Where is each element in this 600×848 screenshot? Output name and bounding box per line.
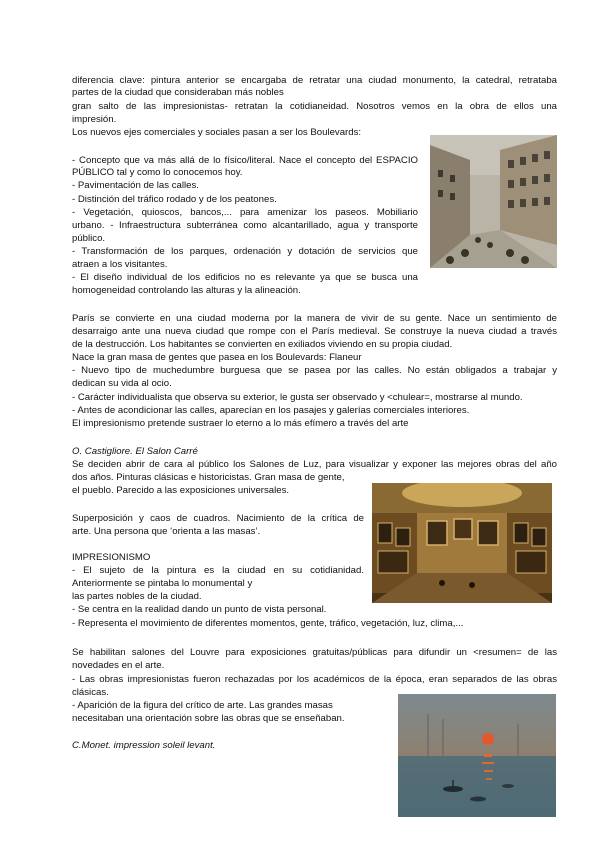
text-line: Nace la gran masa de gentes que pasea en los Boulevards: Flaneur <box>72 352 362 363</box>
text-line: Superposición y caos de cuadros. Nacimiento de la crítica de <box>72 513 364 524</box>
text-line: público. <box>72 233 106 244</box>
text-line: Se habilitan salones del Louvre para exposiciones gratuitas/públicas para difundir un <resumen= de las <box>72 647 557 658</box>
text-line: - Transformación de los parques, ordenación y dotación de servicios que <box>72 246 418 257</box>
painting-salon-carre-image <box>372 483 552 603</box>
text-line: de la destrucción. Los habitantes se convierten en exiliados viviendo en su propia ciudad. <box>72 339 453 350</box>
text-line: El impresionismo pretende sustraer lo eterno a lo más efímero a través del arte <box>72 418 409 429</box>
text-line: - Se centra en la realidad dando un punto de vista personal. <box>72 604 327 615</box>
text-line: novedades en el arte. <box>72 660 165 671</box>
text-line: atraen a los visitantes. <box>72 259 168 270</box>
text-line: - Nuevo tipo de muchedumbre burguesa que se pasea por las calles. No están obligados a trabajar y <box>72 365 557 376</box>
text-line: - Antes de acondicionar las calles, aparecían en los pasajes y galerías comerciales interiores. <box>72 405 470 416</box>
text-line: dos años. Pinturas clásicas e historicistas. Gran masa de gente, <box>72 472 345 483</box>
image-caption: C.Monet. impression soleil levant. <box>72 740 216 751</box>
text-line: las partes nobles de la ciudad. <box>72 591 202 602</box>
text-line: Los nuevos ejes comerciales y sociales pasan a ser los Boulevards: <box>72 127 362 138</box>
text-line: - Las obras impresionistas fueron rechazadas por los académicos de la época, eran separados de las obras <box>72 674 557 685</box>
text-line: París se convierte en una ciudad moderna por la manera de vivir de su gente. Nace un sentimiento de <box>72 313 557 324</box>
text-line: homogeneidad controlando las alturas y la alineación. <box>72 285 301 296</box>
text-line: necesitaban una orientación sobre las obras que se enseñaban. <box>72 713 345 724</box>
text-line: el pueblo. Parecido a las exposiciones universales. <box>72 485 290 496</box>
text-line: - Distinción del tráfico rodado y de los peatones. <box>72 194 277 205</box>
text-line: desarraigo ante una nueva ciudad que rompe con el París medieval. Se construye la nueva ciudad a través <box>72 326 557 337</box>
text-line: - Representa el movimiento de diferentes momentos, gente, tráfico, vegetación, luz, clima,... <box>72 618 464 629</box>
painting-impression-sunrise-image <box>398 694 556 817</box>
text-line: arte. Una persona que ‘orienta a las masas’. <box>72 526 261 537</box>
section-heading: IMPRESIONISMO <box>72 552 151 563</box>
text-line: diferencia clave: pintura anterior se encargaba de retratar una ciudad monumento, la catedral, retrataba <box>72 75 557 86</box>
text-line: impresión. <box>72 114 117 125</box>
text-line: Se deciden abrir de cara al público los Salones de Luz, para visualizar y exponer las mejores obras del año <box>72 459 557 470</box>
text-line: - Concepto que va más allá de lo físico/literal. Nace el concepto del ESPACIO <box>72 155 418 166</box>
text-line: - El diseño individual de los edificios no es relevante ya que se busca una <box>72 272 418 283</box>
text-line: - Carácter individualista que observa su exterior, le gusta ser observado y <chulear=, mostrarse al mundo. <box>72 392 523 403</box>
text-line: - Pavimentación de las calles. <box>72 180 199 191</box>
text-line: urbano. - Infraestructura subterránea como alcantarillado, agua y transporte <box>72 220 418 231</box>
text-line: - El sujeto de la pintura es la ciudad en su cotidianidad. <box>72 565 364 576</box>
text-line: dedican su vida al ocio. <box>72 378 172 389</box>
text-line: partes de la ciudad que consideraban más nobles <box>72 87 284 98</box>
text-line: - Aparición de la figura del crítico de arte. Las grandes masas <box>72 700 333 711</box>
text-line: - Vegetación, quioscos, bancos,... para amenizar los paseos. Mobiliario <box>72 207 418 218</box>
text-line: PÚBLICO tal y como lo conocemos hoy. <box>72 167 243 178</box>
text-line: gran salto de las impresionistas- retratan la cotidianeidad. Nosotros vemos en la obra de ellos una <box>72 101 557 112</box>
painting-paris-boulevard-image <box>430 135 557 268</box>
image-caption: O. Castigliore. El Salon Carré <box>72 446 198 457</box>
text-line: clásicas. <box>72 687 109 698</box>
text-line: Anteriormente se pintaba lo monumental y <box>72 578 253 589</box>
